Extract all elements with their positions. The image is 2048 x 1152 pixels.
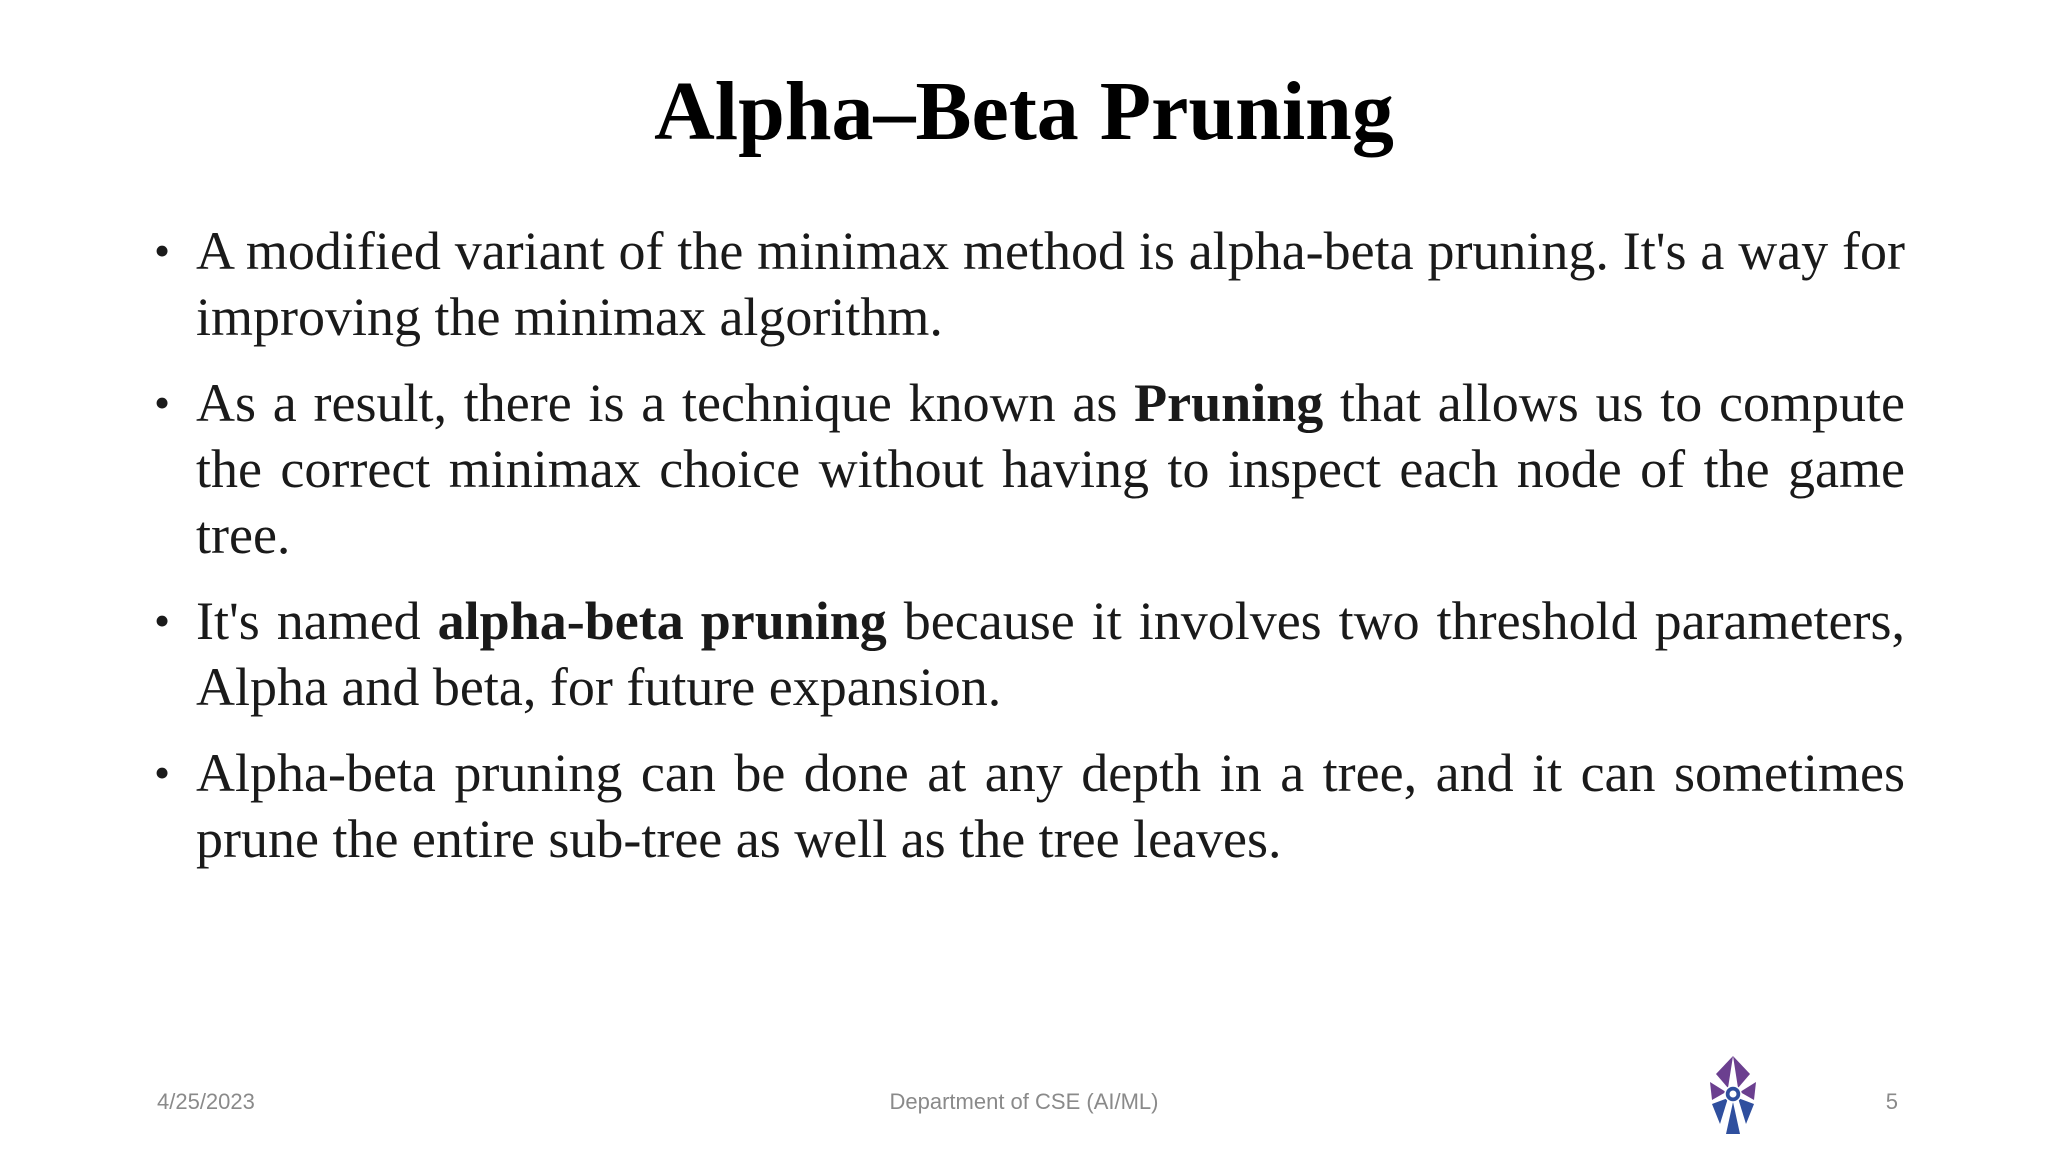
bullet-text: It's named (196, 591, 438, 651)
bullet-text: A modified variant of the minimax method is alpha-beta pruning. It's a way for improving the minimax algorithm. (196, 221, 1905, 347)
bullet-item (150, 588, 1905, 720)
bullet-item (150, 370, 1905, 568)
footer-page-number: 5 (1885, 1089, 1898, 1114)
institution-logo-icon (1706, 1052, 1760, 1138)
bullet-item (150, 740, 1905, 872)
bullet-list (150, 218, 1905, 892)
bullet-text: that allows us to compute the correct minimax choice without having to inspect each node of the game tree. (196, 373, 1905, 565)
slide-title: Alpha–Beta Pruning (654, 65, 1394, 158)
bullet-text: because it involves two threshold parameters, Alpha and beta, for future expansion. (196, 591, 1905, 717)
bullet-bold-text: Pruning (1134, 373, 1324, 433)
bullet-icon: • (154, 595, 171, 646)
footer-department: Department of CSE (AI/ML) (889, 1089, 1159, 1114)
bullet-icon: • (154, 377, 171, 428)
bullet-icon: • (154, 747, 171, 798)
bullet-icon: • (154, 225, 171, 276)
bullet-text: As a result, there is a technique known as (196, 373, 1135, 433)
logo-center-dot (1730, 1091, 1737, 1098)
bullet-bold-text: alpha-beta pruning (437, 591, 887, 651)
bullet-text: Alpha-beta pruning can be done at any depth in a tree, and it can sometimes prune the entire sub-tree as well as the tree leaves. (196, 743, 1905, 869)
bullet-item (150, 218, 1905, 350)
footer-date: 4/25/2023 (157, 1089, 255, 1114)
